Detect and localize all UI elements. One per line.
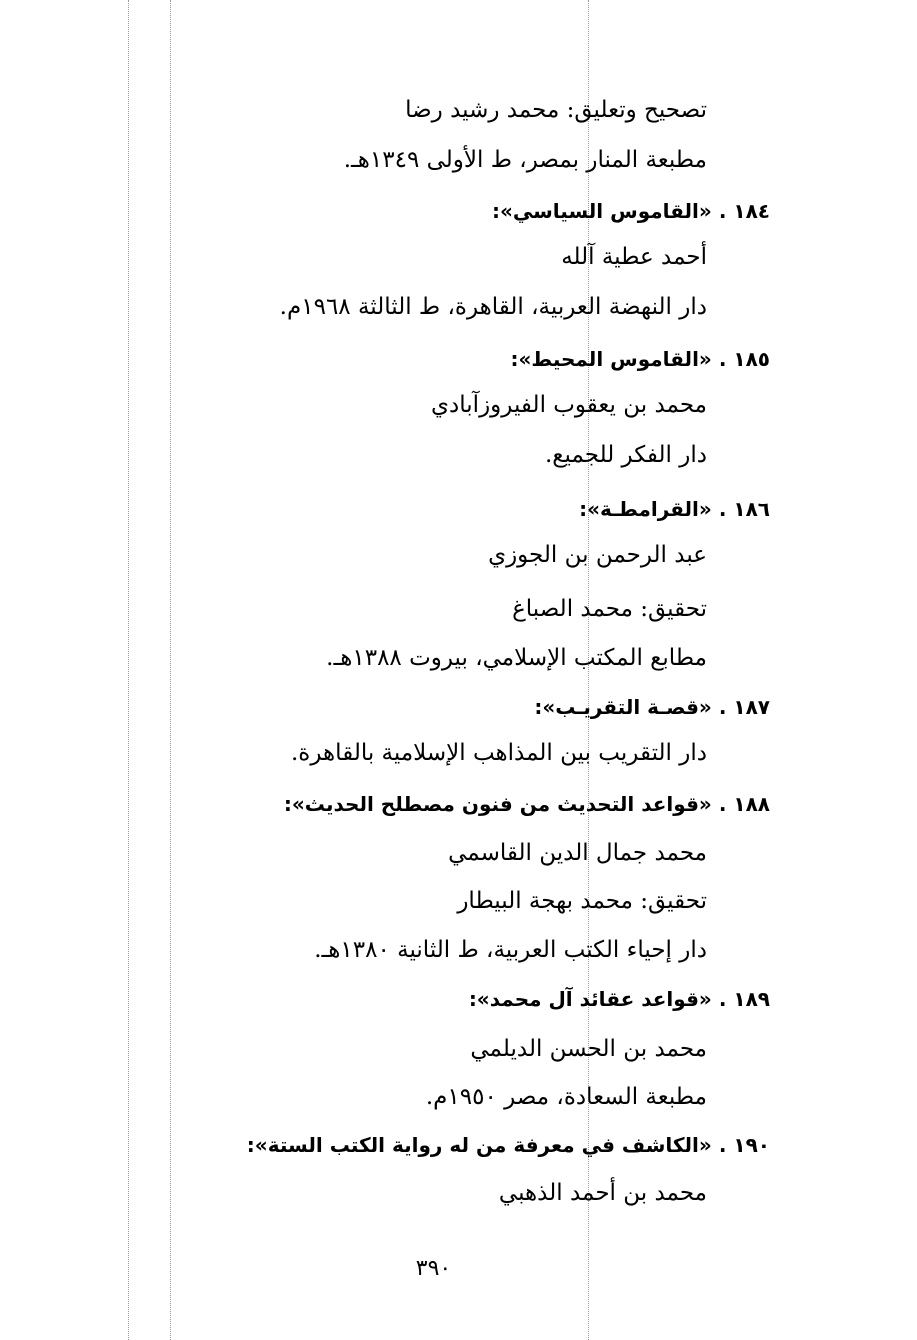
- entry-number: ١٨٤ .: [718, 199, 770, 223]
- entry-title: «القاموس المحيط»:: [510, 347, 712, 371]
- entry-heading: [534, 692, 770, 722]
- text-line: دار التقريب بين المذاهب الإسلامية بالقاهرة.: [291, 740, 707, 766]
- text-line: دار إحياء الكتب العربية، ط الثانية ١٣٨٠هـ.: [314, 937, 707, 963]
- entry-title: «قواعد التحديث من فنون مصطلح الحديث»:: [283, 792, 712, 816]
- text-line: مطابع المكتب الإسلامي، بيروت ١٣٨٨هـ.: [326, 645, 707, 671]
- entry-number: ١٨٦ .: [718, 497, 770, 521]
- text-line: تصحيح وتعليق: محمد رشيد رضا: [405, 97, 707, 123]
- text-line: محمد بن يعقوب الفيروزآبادي: [431, 392, 707, 418]
- text-line: تحقيق: محمد الصباغ: [512, 596, 707, 622]
- text-line: دار النهضة العربية، القاهرة، ط الثالثة ١٩٦٨م.: [279, 294, 707, 320]
- text-line: أحمد عطية آلله: [561, 244, 707, 270]
- text-line: مطبعة السعادة، مصر ١٩٥٠م.: [425, 1084, 707, 1110]
- entry-title: «قصـة التقريـب»:: [534, 695, 712, 719]
- entry-title: «القرامطـة»:: [579, 497, 712, 521]
- entry-number: ١٨٩ .: [718, 987, 770, 1011]
- entry-number: ١٨٥ .: [718, 347, 770, 371]
- entry-title: «القاموس السياسي»:: [491, 199, 712, 223]
- text-line: دار الفكر للجميع.: [544, 442, 707, 468]
- entry-heading: [579, 494, 770, 524]
- entry-title: «الكاشف في معرفة من له رواية الكتب الستة»:: [246, 1133, 712, 1157]
- text-line: تحقيق: محمد بهجة البيطار: [457, 888, 707, 914]
- text-line: مطبعة المنار بمصر، ط الأولى ١٣٤٩هـ.: [343, 147, 707, 173]
- text-line: عبد الرحمن بن الجوزي: [488, 542, 707, 568]
- entry-title: «قواعد عقائد آل محمد»:: [468, 987, 712, 1011]
- entry-heading: [492, 196, 770, 226]
- page-number: ٣٩٠: [415, 1256, 452, 1281]
- text-line: محمد جمال الدين القاسمي: [448, 840, 707, 866]
- text-line: محمد بن الحسن الديلمي: [470, 1036, 707, 1062]
- entry-heading: [510, 344, 770, 374]
- entry-number: ١٩٠ .: [718, 1133, 770, 1157]
- text-line: محمد بن أحمد الذهبي: [498, 1180, 707, 1206]
- entry-number: ١٨٧ .: [718, 695, 770, 719]
- entry-number: ١٨٨ .: [718, 792, 770, 816]
- scan-guide-line: [128, 0, 129, 1340]
- entry-heading: [247, 1130, 770, 1160]
- scan-guide-line: [170, 0, 171, 1340]
- entry-heading: [469, 984, 770, 1014]
- entry-heading: [284, 789, 770, 819]
